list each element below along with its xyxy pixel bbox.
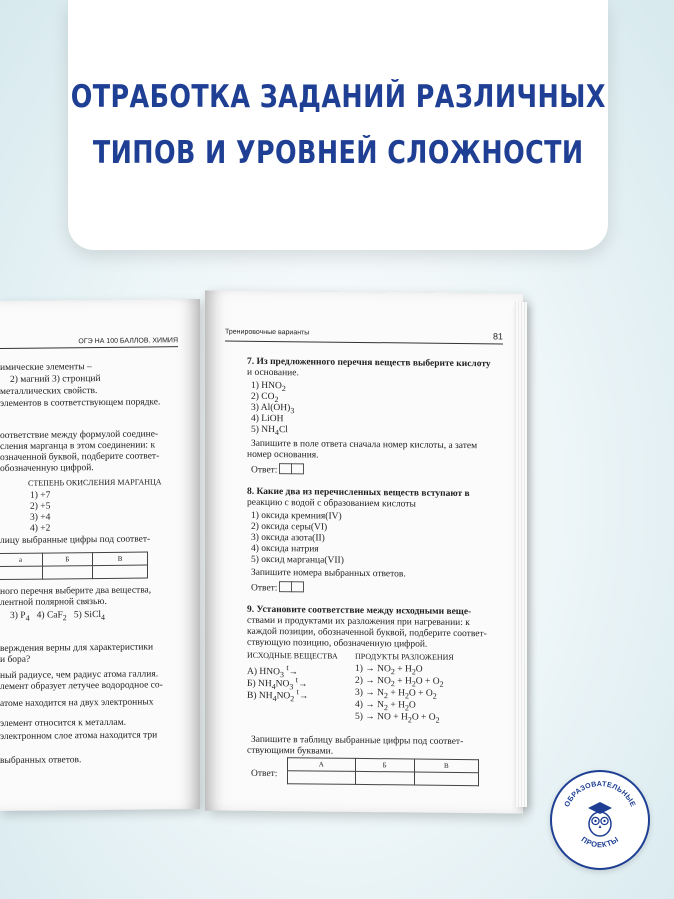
left-line: 2) магний 3) стронций: [10, 373, 101, 385]
q8-answer-field[interactable]: [280, 581, 304, 596]
left-line: элемент относится к металлам.: [0, 717, 126, 730]
q7-option: 1) $HNO_2$: [251, 380, 286, 394]
q9-table-cell[interactable]: [414, 772, 478, 786]
q9-text: 9. Установите соответствие между исходными веще-: [247, 604, 472, 618]
left-table-header: Б: [42, 553, 92, 567]
title-banner: [68, 0, 608, 250]
right-running-head-title: Тренировочные варианты: [225, 328, 310, 337]
q9-col-left-header: ИСХОДНЫЕ ВЕЩЕСТВА: [247, 650, 338, 661]
left-line: 3) +4: [30, 512, 51, 523]
q9-table-header: В: [414, 759, 478, 773]
left-line: оответствие между формулой соедине-: [0, 429, 159, 442]
q9-product: 5) → NO + $H_2O + O_2$: [355, 711, 440, 725]
owl-icon: [552, 772, 648, 868]
right-running-head: [225, 329, 503, 345]
left-line: металлических свойств.: [0, 386, 98, 398]
q8-option: 3) оксида азота(II): [251, 532, 325, 544]
left-table-cell: [42, 566, 92, 580]
q9-text: каждой позиции, обозначенной буквой, подберите соответ-: [247, 626, 487, 640]
q9-instruction: ствующими буквами.: [247, 745, 334, 757]
q9-reactant: А) $HNO_3$ $^t$→: [247, 663, 299, 680]
left-line: 1) +7: [30, 490, 51, 501]
page-edges: [515, 302, 527, 807]
q9-product: $3) \to N_2 + H_2O + O_2$: [355, 687, 437, 701]
q7-option: 4) LiOH: [251, 413, 284, 425]
left-line: ный радиусе, чем радиус атома галлия.: [0, 669, 159, 682]
q8-answer: Ответ:: [251, 581, 304, 596]
q8-option: 1) оксида кремния(IV): [251, 510, 342, 522]
left-running-head: ОГЭ НА 100 БАЛЛОВ. ХИМИЯ: [0, 337, 178, 349]
q9-table-header: А: [288, 758, 356, 772]
left-table-cell: [0, 566, 42, 579]
left-table-header: В: [93, 552, 148, 566]
q7-answer: Ответ:: [251, 463, 304, 478]
left-line: сления марганца в этом соединении: к: [0, 440, 156, 453]
q9-answer-label: Ответ:: [251, 768, 278, 780]
left-answer-table: [0, 551, 148, 580]
publisher-logo: [550, 770, 650, 870]
left-line: 2) +5: [30, 501, 51, 512]
left-line: лицу выбранные цифры под соответ-: [0, 534, 151, 547]
q9-answer-table[interactable]: [287, 757, 479, 786]
q9-product: $4) \to N_2 + H_2O$: [355, 699, 416, 713]
q7-text: и основание.: [247, 367, 299, 379]
q9-reactant: В) $NH_4NO_2$ $^t$→: [247, 687, 309, 704]
left-line: СТЕПЕНЬ ОКИСЛЕНИЯ МАРГАНЦА: [28, 477, 162, 488]
title-line-2: ТИПОВ И УРОВНЕЙ СЛОЖНОСТИ: [92, 135, 584, 171]
left-line: электронном слое атома находится три: [0, 730, 158, 743]
left-page: [0, 299, 200, 811]
q9-text: ствующую позицию, обозначенную цифрой.: [247, 637, 428, 650]
q9-table-cell[interactable]: [355, 771, 414, 785]
left-line: лентной полярной связью.: [0, 596, 107, 609]
q8-text: реакцию с водой с образованием кислоты: [247, 497, 416, 510]
left-line: означенной буквой, подберите соответ-: [0, 451, 160, 464]
q8-text: 8. Какие два из перечисленных веществ вступают в: [247, 486, 470, 500]
left-line: атоме находится на двух электронных: [0, 697, 154, 710]
q7-option: 2) $CO_2$: [251, 391, 279, 404]
left-line: 4) +2: [30, 523, 51, 534]
q9-reactant: Б) $NH_4NO_3$ $^t$→: [247, 675, 308, 692]
right-page: [205, 290, 523, 813]
left-line: лемент образует летучее водородное со-: [0, 680, 163, 693]
q7-option: 5) $NH_4Cl$: [251, 424, 288, 438]
logo-text-top: ОБРАЗОВАТЕЛЬНЫЕ: [562, 778, 638, 809]
q7-instruction: номер основания.: [247, 449, 319, 461]
left-line: выбранных ответов.: [0, 755, 82, 767]
q8-instruction: Запишите номера выбранных ответов.: [251, 567, 406, 580]
q9-instruction: Запишите в таблицу выбранные цифры под соответ-: [251, 734, 464, 748]
q9-col-right-header: ПРОДУКТЫ РАЗЛОЖЕНИЯ: [355, 651, 454, 662]
title-line-1: ОТРАБОТКА ЗАДАНИЙ РАЗЛИЧНЫХ: [70, 79, 606, 115]
left-line: верждения верны для характеристики: [0, 642, 154, 655]
left-line: и бора?: [0, 654, 31, 666]
q7-instruction: Запишите в поле ответа сначала номер кислоты, а затем: [251, 438, 478, 452]
q9-text: ствами и продуктами их разложения при нагревании: к: [247, 615, 470, 629]
page-number: 81: [492, 331, 503, 342]
left-line: обозначенную цифрой.: [0, 463, 94, 475]
q7-answer-field[interactable]: [280, 463, 304, 478]
left-line: имические элементы –: [0, 362, 92, 374]
svg-text:ПРОЕКТЫ: [580, 835, 621, 850]
q8-option: 5) оксид марганца(VII): [251, 554, 344, 566]
q7-text: 7. Из предложенного перечня веществ выберите кислоту: [247, 356, 491, 370]
left-line: элементов в соответствующем порядке.: [0, 397, 161, 410]
logo-text-bottom: ПРОЕКТЫ: [579, 834, 621, 850]
q8-option: 4) оксида натрия: [251, 543, 319, 555]
left-table-header: а: [0, 553, 42, 566]
open-book: [0, 292, 590, 852]
q9-table-header: Б: [355, 758, 414, 772]
q8-option: 2) оксида серы(VI): [251, 521, 328, 533]
q9-table-cell[interactable]: [288, 771, 356, 785]
left-line: ного перечня выберите два вещества,: [0, 585, 152, 598]
left-table-cell: [93, 565, 148, 579]
left-line: 3) $P_4$ 4) CaF$_2$ 5) SiCl$_4$: [10, 609, 105, 623]
q7-option: 3) $Al(OH)_3$: [251, 402, 295, 416]
q9-product: $1) \to NO_2 + H_2O$: [355, 663, 423, 677]
q9-product: $2) \to NO_2 + H_2O + O_2$: [355, 675, 444, 689]
